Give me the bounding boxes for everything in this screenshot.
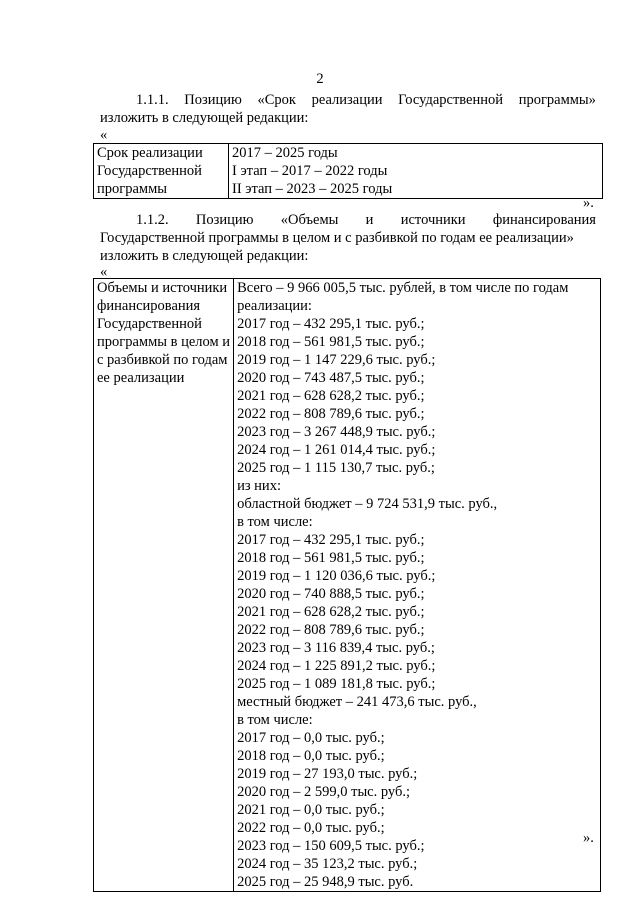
value-line: 2021 год – 628 628,2 тыс. руб.; [237, 388, 425, 404]
value-line: 2025 год – 25 948,9 тыс. руб. [237, 874, 414, 890]
value-line: 2023 год – 3 267 448,9 тыс. руб.; [237, 424, 436, 440]
section-2-line-2: Государственной программы в целом и с разбивкой по годам ее реализации» [100, 230, 574, 246]
section-1-quote-open: « [100, 127, 108, 143]
value-line: в том числе: [237, 514, 313, 530]
word: Государственной [398, 92, 504, 108]
value-line: 2023 год – 150 609,5 тыс. руб.; [237, 838, 425, 854]
value-line: 2020 год – 743 487,5 тыс. руб.; [237, 370, 425, 386]
value-line: 2017 год – 432 295,1 тыс. руб.; [237, 532, 425, 548]
value-line: Всего – 9 966 005,5 тыс. рублей, в том числе по годам [237, 280, 569, 296]
label-line: Срок реализации [97, 145, 203, 161]
financing-value-cell [234, 279, 601, 892]
section-2-quote-open: « [100, 264, 108, 280]
word: финансирования [492, 212, 596, 228]
value-line: 2019 год – 1 120 036,6 тыс. руб.; [237, 568, 436, 584]
label-line: ее реализации [97, 370, 185, 386]
value-line: 2021 год – 0,0 тыс. руб.; [237, 802, 385, 818]
value-line: 2017 год – 0,0 тыс. руб.; [237, 730, 385, 746]
value-line: из них: [237, 478, 281, 494]
section-2-quote-close: ». [583, 830, 594, 846]
section-2-paragraph [100, 211, 596, 265]
word: программы» [518, 92, 596, 108]
value-line: областной бюджет – 9 724 531,9 тыс. руб., [237, 496, 498, 512]
word: 1.1.2. [136, 212, 169, 228]
section-1-quote-close: ». [583, 195, 594, 211]
label-line: Государственной [97, 163, 202, 179]
value-line: 2023 год – 3 116 839,4 тыс. руб.; [237, 640, 435, 656]
word: Позицию [184, 92, 242, 108]
period-label-cell [94, 144, 229, 199]
value-line: 2018 год – 561 981,5 тыс. руб.; [237, 334, 425, 350]
word: источники [400, 212, 466, 228]
word: «Срок [257, 92, 296, 108]
label-line: программы в целом и [97, 334, 231, 350]
section-2-line-3: изложить в следующей редакции: [100, 248, 309, 264]
value-line: 2024 год – 1 261 014,4 тыс. руб.; [237, 442, 436, 458]
period-value-cell [229, 144, 603, 199]
value-line: местный бюджет – 241 473,6 тыс. руб., [237, 694, 477, 710]
value-line: 2022 год – 0,0 тыс. руб.; [237, 820, 385, 836]
word: реализации [311, 92, 383, 108]
value-line: 2018 год – 0,0 тыс. руб.; [237, 748, 385, 764]
value-line: 2022 год – 808 789,6 тыс. руб.; [237, 406, 425, 422]
value-line: I этап – 2017 – 2022 годы [232, 163, 388, 179]
word: «Объемы [280, 212, 339, 228]
table-row [94, 144, 603, 199]
value-line: 2018 год – 561 981,5 тыс. руб.; [237, 550, 425, 566]
value-line: 2019 год – 1 147 229,6 тыс. руб.; [237, 352, 436, 368]
label-line: финансирования [97, 298, 201, 314]
value-line: 2022 год – 808 789,6 тыс. руб.; [237, 622, 425, 638]
financing-label-cell [94, 279, 234, 892]
value-line: реализации: [237, 298, 312, 314]
word: и [365, 212, 374, 228]
section-1-line-2: изложить в следующей редакции: [100, 110, 309, 126]
value-line: 2017 год – 432 295,1 тыс. руб.; [237, 316, 425, 332]
period-table [93, 143, 603, 199]
value-line: 2024 год – 35 123,2 тыс. руб.; [237, 856, 418, 872]
section-2-line-1 [100, 211, 596, 229]
word: Позицию [195, 212, 254, 228]
value-line: 2017 – 2025 годы [232, 145, 338, 161]
label-line: с разбивкой по годам [97, 352, 228, 368]
label-line: Объемы и источники [97, 280, 228, 296]
section-1-line-1 [100, 91, 596, 109]
page-number: 2 [316, 71, 324, 87]
value-line: 2019 год – 27 193,0 тыс. руб.; [237, 766, 418, 782]
value-line: 2020 год – 740 888,5 тыс. руб.; [237, 586, 425, 602]
financing-table [93, 278, 601, 892]
label-line: программы [97, 181, 167, 197]
table-row [94, 279, 601, 892]
value-line: 2025 год – 1 089 181,8 тыс. руб.; [237, 676, 436, 692]
value-line: 2024 год – 1 225 891,2 тыс. руб.; [237, 658, 436, 674]
value-line: 2025 год – 1 115 130,7 тыс. руб.; [237, 460, 435, 476]
section-1-paragraph [100, 91, 596, 127]
word: 1.1.1. [136, 92, 169, 108]
value-line: 2020 год – 2 599,0 тыс. руб.; [237, 784, 411, 800]
value-line: II этап – 2023 – 2025 годы [232, 181, 393, 197]
value-line: в том числе: [237, 712, 313, 728]
value-line: 2021 год – 628 628,2 тыс. руб.; [237, 604, 425, 620]
label-line: Государственной [97, 316, 202, 332]
